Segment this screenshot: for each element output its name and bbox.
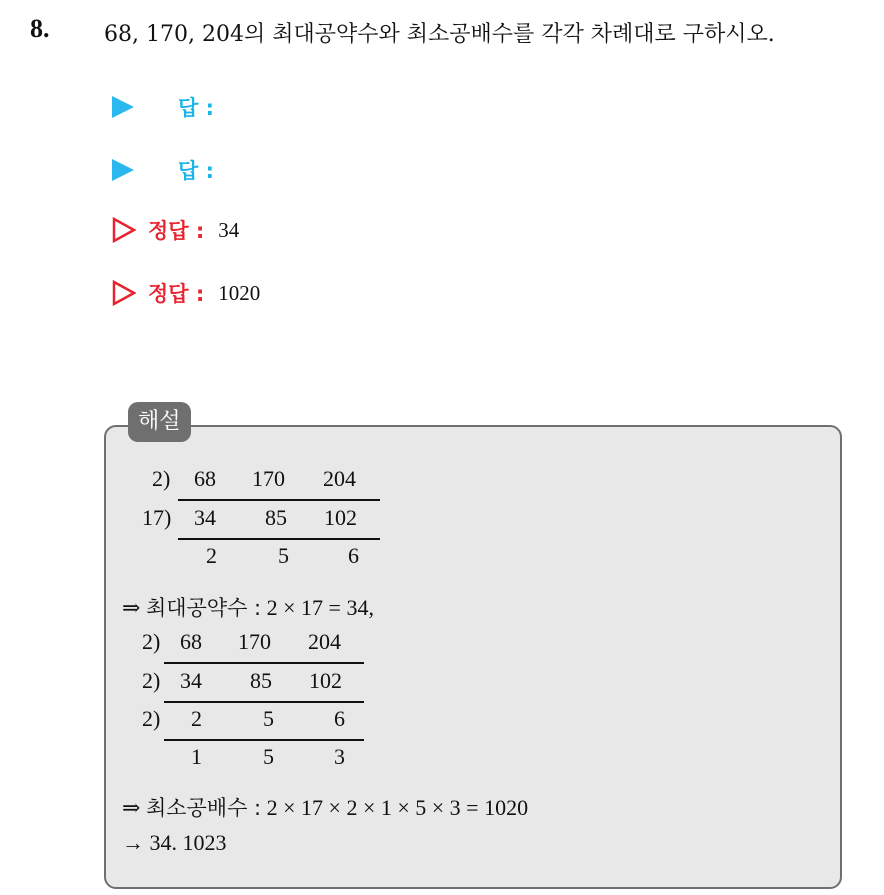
lcm-cell: 6 [334,706,345,731]
gcd-cell: 2 [206,543,217,568]
lcm-divisor: 2) [142,629,161,654]
answer-blank-1[interactable] [112,92,214,122]
gcd-cell: 85 [265,505,287,530]
lcm-cell: 5 [263,706,274,731]
lcm-divisor: 2) [142,706,161,731]
lcm-cell: 68 [180,629,202,654]
lcm-result-label: 최소공배수 : [145,796,262,820]
outline-triangle-icon [112,217,136,243]
lcm-cell: 170 [238,629,271,654]
correct-answer-label: 정답 : [148,282,205,306]
gcd-result-expr: 2 × 17 = 34, [266,595,374,620]
gcd-cell: 34 [194,505,216,530]
correct-answer-1 [112,215,239,245]
gcd-divisor: 17) [142,505,172,530]
gcd-result [122,592,374,622]
implies-arrow: ⇒ [122,595,141,620]
lcm-cell: 1 [191,744,202,769]
lcm-cell: 204 [308,629,341,654]
division-rule [164,701,364,703]
answer-blank-2[interactable] [112,155,214,185]
gcd-cell: 6 [348,543,359,568]
lcm-cell: 2 [191,706,202,731]
lcm-result [122,792,528,822]
answer-label: 답 : [178,159,214,183]
division-rule [164,739,364,741]
implies-arrow: ⇒ [122,795,141,820]
lcm-cell: 102 [309,668,342,693]
answer-label: 답 : [178,96,214,120]
outline-triangle-icon [112,280,136,306]
division-rule [178,499,380,501]
question-text: 68, 170, 204의 최대공약수와 최소공배수를 각각 차례대로 구하시오. [104,22,775,47]
lcm-cell: 85 [250,668,272,693]
gcd-cell: 204 [323,466,356,491]
lcm-cell: 34 [180,668,202,693]
question-number: 8. [30,14,50,43]
final-answer-line: → 34. 1023 [122,830,227,855]
lcm-divisor: 2) [142,668,161,693]
correct-answer-value: 1020 [218,280,261,305]
lcm-cell: 5 [263,744,274,769]
gcd-result-label: 최대공약수 : [145,596,262,620]
division-rule [178,538,380,540]
correct-answer-value: 34 [218,217,240,242]
correct-answer-label: 정답 : [148,219,205,243]
play-triangle-icon [112,159,134,181]
lcm-cell: 3 [334,744,345,769]
solution-tab: 해설 [128,402,191,442]
gcd-cell: 170 [252,466,285,491]
play-triangle-icon [112,96,134,118]
gcd-cell: 102 [324,505,357,530]
gcd-cell: 5 [278,543,289,568]
lcm-result-expr: 2 × 17 × 2 × 1 × 5 × 3 = 1020 [266,795,529,820]
correct-answer-2 [112,278,260,308]
gcd-cell: 68 [194,466,216,491]
division-rule [164,662,364,664]
gcd-divisor: 2) [152,466,171,491]
